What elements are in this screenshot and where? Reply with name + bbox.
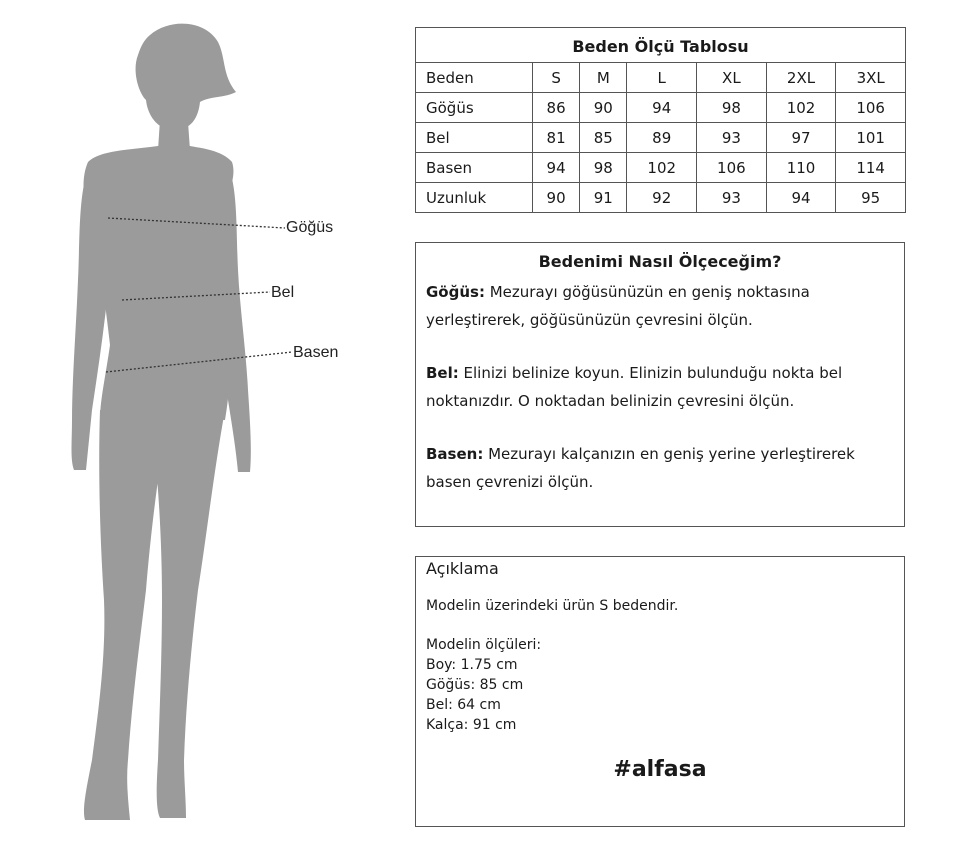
how-to-item-hip — [426, 440, 894, 496]
table-cell: 110 — [766, 153, 836, 183]
table-cell: 106 — [697, 153, 767, 183]
model-measure-hip: Kalça: 91 cm — [426, 717, 517, 733]
table-cell: 114 — [836, 153, 906, 183]
waist-label: Bel — [271, 284, 295, 301]
table-row — [416, 93, 906, 123]
table-cell: 90 — [580, 93, 627, 123]
table-cell: 94 — [766, 183, 836, 213]
description-box — [415, 556, 905, 827]
table-cell: 93 — [697, 183, 767, 213]
table-cell: 102 — [766, 93, 836, 123]
hip-label: Basen — [293, 344, 339, 361]
table-row — [416, 123, 906, 153]
table-row-label: Bel — [416, 123, 533, 153]
table-header-cell: 2XL — [766, 63, 836, 93]
how-to-measure-box — [415, 242, 905, 527]
how-to-text: Mezurayı kalçanızın en geniş yerine yerleştirerek basen çevrenizi ölçün. — [426, 445, 855, 491]
table-cell: 101 — [836, 123, 906, 153]
how-to-text: Elinizi belinize koyun. Elinizin bulunduğu nokta bel noktanızdır. O noktadan belinizin çevresini ölçün. — [426, 364, 843, 410]
table-cell: 92 — [627, 183, 697, 213]
description-title: Açıklama — [426, 559, 499, 578]
how-to-term: Göğüs: — [426, 283, 485, 301]
table-header-cell: 3XL — [836, 63, 906, 93]
model-measure-chest: Göğüs: 85 cm — [426, 677, 524, 693]
table-header-row — [416, 63, 906, 93]
how-to-term: Bel: — [426, 364, 459, 382]
table-row-label: Göğüs — [416, 93, 533, 123]
how-to-item-chest — [426, 278, 894, 334]
table-cell: 93 — [697, 123, 767, 153]
table-cell: 98 — [580, 153, 627, 183]
chest-label: Göğüs — [286, 219, 334, 236]
table-row — [416, 183, 906, 213]
table-cell: 98 — [697, 93, 767, 123]
table-header-cell: S — [533, 63, 580, 93]
table-row-label: Uzunluk — [416, 183, 533, 213]
table-cell: 85 — [580, 123, 627, 153]
model-measures-heading: Modelin ölçüleri: — [426, 637, 542, 653]
table-cell: 89 — [627, 123, 697, 153]
table-row — [416, 153, 906, 183]
table-header-cell: L — [627, 63, 697, 93]
table-cell: 102 — [627, 153, 697, 183]
model-measure-waist: Bel: 64 cm — [426, 697, 501, 713]
model-measure-height: Boy: 1.75 cm — [426, 657, 518, 673]
description-intro: Modelin üzerindeki ürün S bedendir. — [426, 598, 679, 614]
table-cell: 94 — [627, 93, 697, 123]
size-table-title: Beden Ölçü Tablosu — [415, 27, 906, 62]
table-header-cell: Beden — [416, 63, 533, 93]
size-table — [415, 27, 906, 213]
how-to-term: Basen: — [426, 445, 484, 463]
table-header-cell: M — [580, 63, 627, 93]
table-row-label: Basen — [416, 153, 533, 183]
table-cell: 91 — [580, 183, 627, 213]
table-cell: 97 — [766, 123, 836, 153]
silhouette-shape — [72, 24, 251, 820]
table-header-cell: XL — [697, 63, 767, 93]
table-cell: 90 — [533, 183, 580, 213]
how-to-item-waist — [426, 359, 894, 415]
table-cell: 86 — [533, 93, 580, 123]
table-cell: 81 — [533, 123, 580, 153]
body-silhouette-figure — [0, 0, 400, 864]
how-to-measure-title: Bedenimi Nasıl Ölçeceğim? — [538, 252, 782, 271]
table-cell: 106 — [836, 93, 906, 123]
brand-hashtag: #alfasa — [613, 757, 707, 782]
how-to-text: Mezurayı göğüsünüzün en geniş noktasına yerleştirerek, göğüsünüzün çevresini ölçün. — [426, 283, 810, 329]
table-cell: 94 — [533, 153, 580, 183]
table-cell: 95 — [836, 183, 906, 213]
